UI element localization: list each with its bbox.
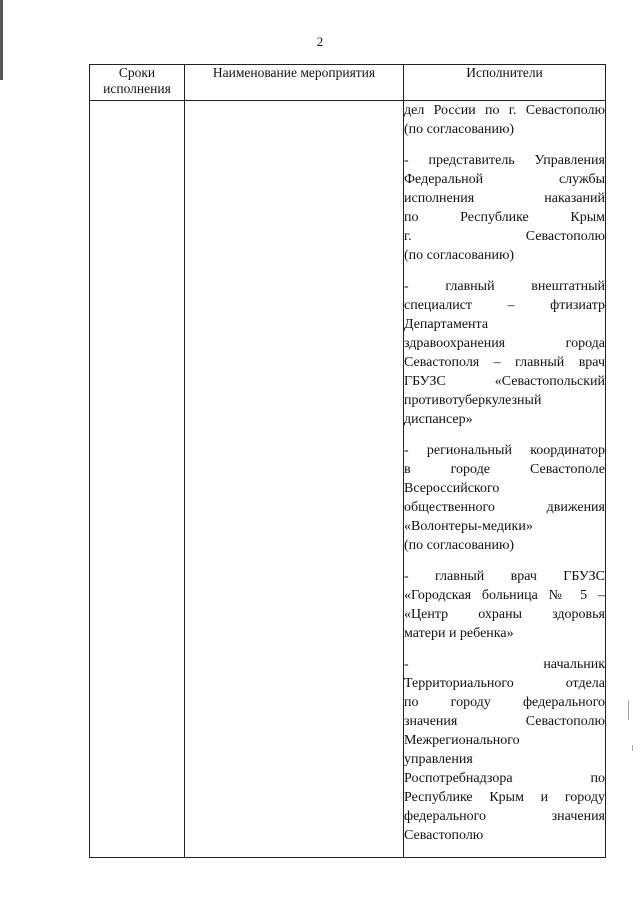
executor-line: диспансер» [404,412,473,427]
executor-line: ГБУЗС «Севастопольский [404,374,605,389]
executor-line: здравоохранения города [404,336,605,351]
executor-line: значения Севастополю [404,714,605,729]
executor-line: матери и ребенка» [404,626,514,641]
header-executors: Исполнители [404,65,606,101]
executor-entry [404,655,605,845]
executor-line: в городе Севастополе [404,462,605,477]
executor-line: «Волонтеры-медики» [404,519,533,534]
executors-list [404,101,605,845]
executor-entry [404,277,605,429]
executor-line: Роспотребнадзора по [404,771,605,786]
executor-line: Территориального отдела [404,676,605,691]
executor-line: федерального значения [404,809,605,824]
header-deadlines: Сроки исполнения [90,65,185,101]
executor-line: противотуберкулезный [404,393,542,408]
executor-line: дел России по г. Севастополю [404,103,605,118]
executor-line: Федеральной службы [404,172,605,187]
page-number: 2 [316,34,324,49]
executor-line: Департамента [404,317,489,332]
scan-dust-mark [628,700,629,720]
executor-entry [404,567,605,643]
executor-line: «Городская больница № 5 – [404,588,605,603]
executor-line: управления [404,752,473,767]
executor-line: по городу федерального [404,695,605,710]
executor-line: по Республике Крым [404,210,605,225]
table-row [90,101,606,858]
header-event-name: Наименование мероприятия [185,65,404,101]
scan-dust-mark [632,745,633,751]
executor-line: Межрегионального [404,733,520,748]
cell-executors [404,101,606,858]
executor-entry [404,101,605,139]
cell-deadlines [90,101,185,858]
executor-line: исполнения наказаний [404,191,605,206]
executor-line: - начальник [404,657,605,672]
executor-line: - главный врач ГБУЗС [404,569,605,584]
executor-line: «Центр охраны здоровья [404,607,605,622]
table-header-row [90,65,606,101]
executor-line: - представитель Управления [404,153,605,168]
executor-line: (по согласованию) [404,122,515,137]
executor-line: Севастополя – главный врач [404,355,605,370]
executor-line: г. Севастополю [404,229,605,244]
executor-line: (по согласованию) [404,538,515,553]
cell-event-name [185,101,404,858]
executor-line: специалист – фтизиатр [404,298,605,313]
executor-line: общественного движения [404,500,605,515]
executor-line: - главный внештатный [404,279,605,294]
executor-entry [404,441,605,555]
executor-entry [404,151,605,265]
executor-line: Республике Крым и городу [404,790,605,805]
executor-line: - региональный координатор [404,443,605,458]
executor-line: (по согласованию) [404,248,515,263]
executor-line: Севастополю [404,828,484,843]
events-table [89,64,606,858]
executor-line: Всероссийского [404,481,500,496]
